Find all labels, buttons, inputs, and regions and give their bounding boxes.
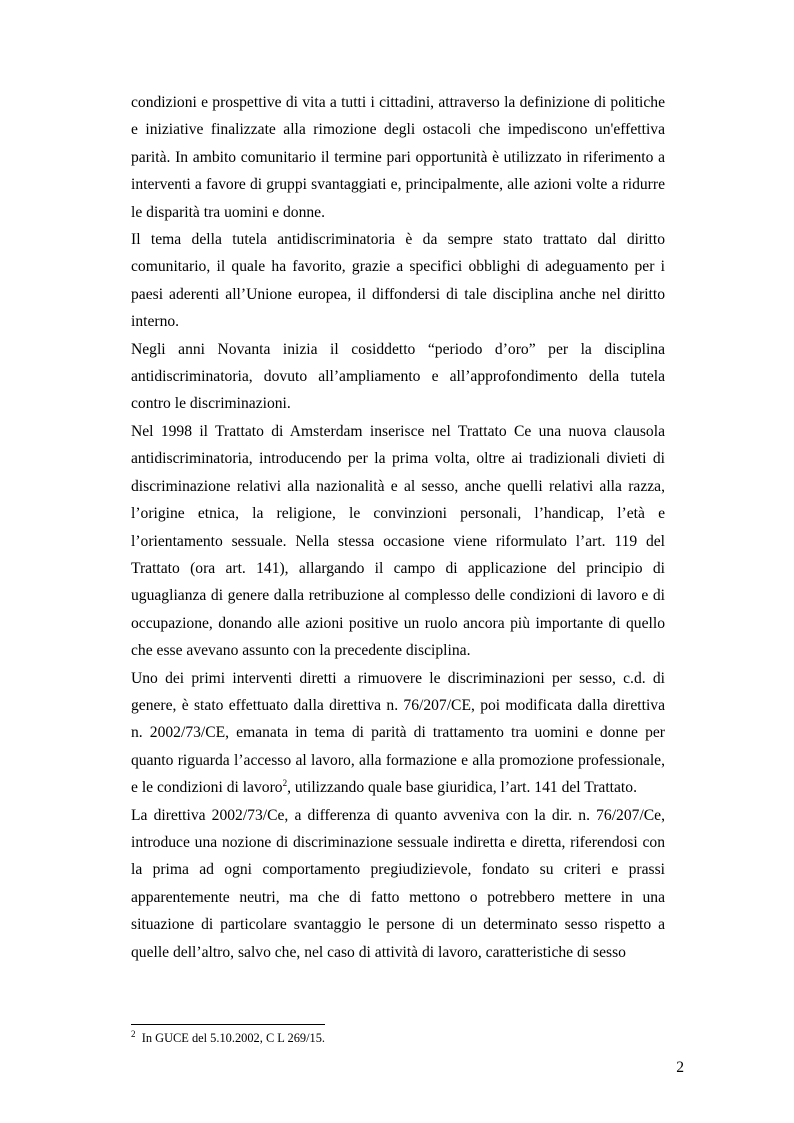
paragraph: condizioni e prospettive di vita a tutti i cittadini, attraverso la definizione di politiche e iniziative finalizzate alla rimozione degli ostacoli che impediscono un'effettiva parità. In ambito comunitario il termine pari opportunità è utilizzato in riferimento a interventi a favore di gruppi svantaggiati e, principalmente, alle azioni volte a ridurre le disparità tra uomini e donne.: [131, 94, 665, 221]
paragraph-with-note: [131, 665, 665, 802]
footnote-text: In GUCE del 5.10.2002, C L 269/15.: [141, 1031, 326, 1045]
paragraph: La direttiva 2002/73/Ce, a differenza di quanto avveniva con la dir. n. 76/207/Ce, introduce una nozione di discriminazione sessuale indiretta e diretta, riferendosi con la prima ad ogni comportamento pregiudizievole, fondato su criteri e prassi apparentemente neutri, ma che di fatto mettono o potrebbero mettere in una situazione di particolare svantaggio le persone di un determinato sesso rispetto a quelle dell’altro, salvo che, nel caso di attività di lavoro, caratteristiche di sesso: [131, 806, 665, 961]
footnote-number: 2: [131, 1028, 136, 1039]
footnote-reference: 2: [282, 777, 288, 788]
paragraph-text: Uno dei primi interventi diretti a rimuovere le discriminazioni per sesso, c.d. di genere, è stato effettuato dalla direttiva n. 76/207/CE, poi modificata dalla direttiva n. 2002/73/CE, emanata in tema di parità di trattamento tra uomini e donne per quanto riguarda l’accesso al lavoro, alla formazione e alla promozione professionale, e le condizioni di lavoro: [131, 669, 665, 797]
body-text: [131, 89, 665, 966]
footnote: [131, 1030, 665, 1046]
paragraph: Negli anni Novanta inizia il cosiddetto “periodo d’oro” per la disciplina antidiscriminatoria, dovuto all’ampliamento e all’approfondimento della tutela contro le discriminazioni.: [131, 340, 665, 413]
paragraph: Nel 1998 il Trattato di Amsterdam inserisce nel Trattato Ce una nuova clausola antidiscriminatoria, introducendo per la prima volta, oltre ai tradizionali divieti di discriminazione relativi alla nazionalità e al sesso, anche quelli relativi alla razza, l’origine etnica, la religione, le convinzioni personali, l’handicap, l’età e l’orientamento sessuale. Nella stessa occasione viene riformulato l’art. 119 del Trattato (ora art. 141), allargando il campo di applicazione del principio di uguaglianza di genere dalla retribuzione al complesso delle condizioni di lavoro e di occupazione, donando alle azioni positive un ruolo ancora più importante di quello che esse avevano assunto con la precedente disciplina.: [131, 422, 665, 660]
footnote-divider: [131, 1024, 325, 1025]
paragraph: Il tema della tutela antidiscriminatoria è da sempre stato trattato dal diritto comunitario, il quale ha favorito, grazie a specifici obblighi di adeguamento per i paesi aderenti all’Unione europea, il diffondersi di tale disciplina anche nel diritto interno.: [131, 231, 665, 331]
paragraph-text: , utilizzando quale base giuridica, l’art. 141 del Trattato.: [287, 779, 637, 797]
page-number: 2: [676, 1059, 684, 1076]
